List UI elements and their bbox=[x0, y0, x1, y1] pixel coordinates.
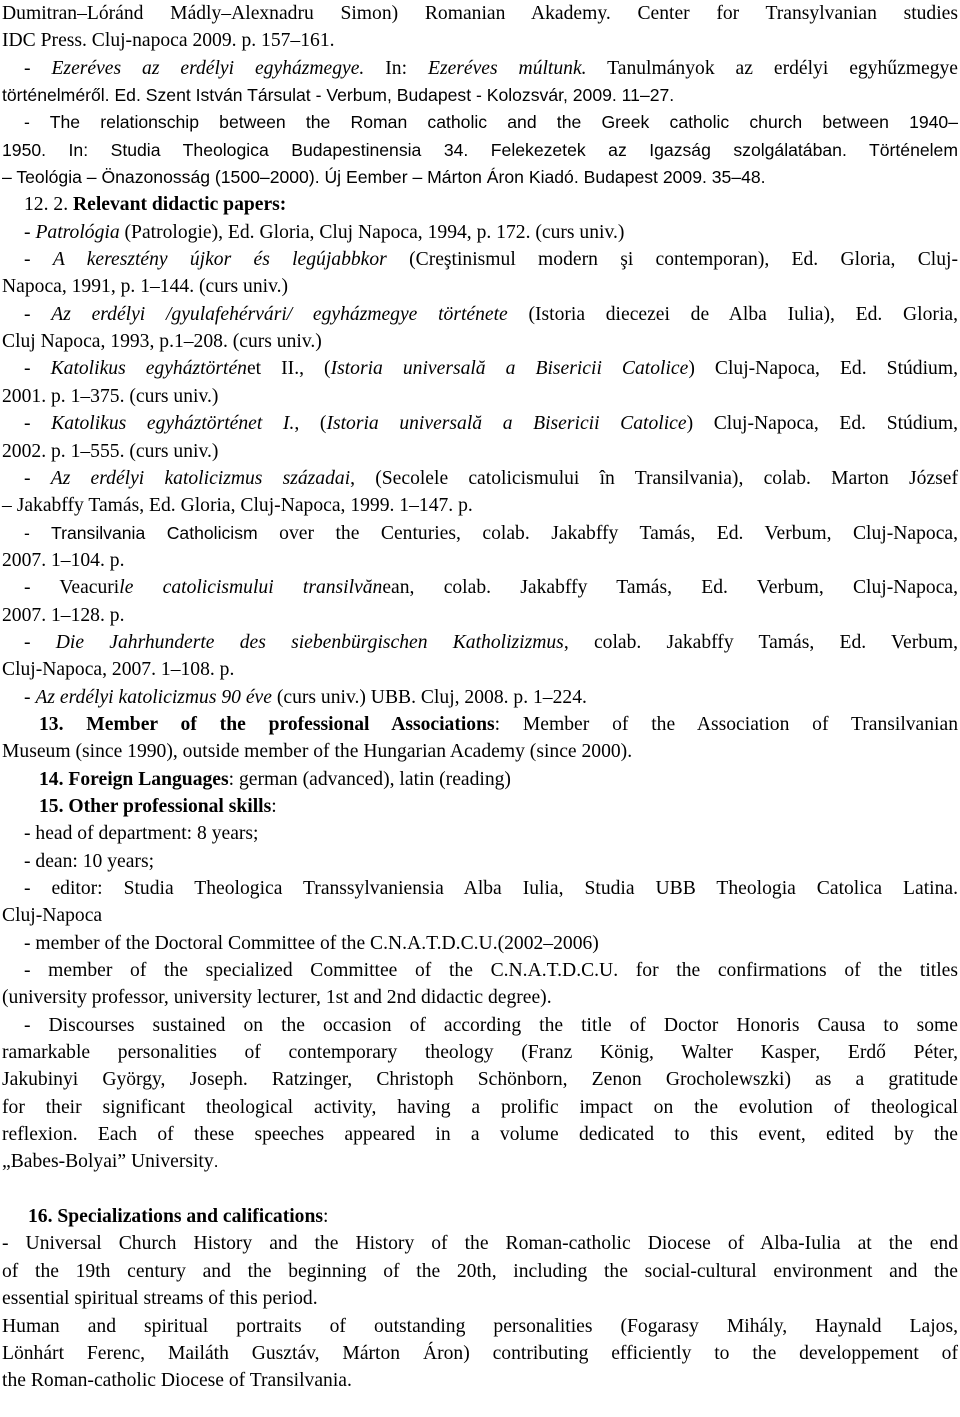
blank-line bbox=[2, 1176, 958, 1203]
text-line bbox=[2, 109, 958, 136]
text-run: . bbox=[213, 1151, 219, 1172]
text-line bbox=[2, 793, 958, 820]
text-run: : german (advanced), latin (reading) bbox=[228, 768, 511, 790]
italic-text: Katolikus egyháztörtén bbox=[50, 358, 247, 380]
text-line bbox=[2, 820, 958, 847]
text-run: : bbox=[271, 795, 277, 817]
text-run: Museum (since 1990), outside member of the Hungarian Academy (since 2000). bbox=[2, 741, 633, 763]
bold-text: 13. Member of the professional Associations bbox=[39, 713, 495, 735]
text-run: , (Secolele catolicismului în Transilvania), colab. Marton József bbox=[350, 467, 958, 489]
text-line bbox=[2, 984, 958, 1011]
text-line bbox=[2, 574, 958, 601]
text-line bbox=[2, 191, 958, 218]
text-line bbox=[2, 1148, 958, 1175]
text-line bbox=[2, 738, 958, 765]
text-run: , ( bbox=[294, 413, 327, 435]
text-line bbox=[2, 547, 958, 574]
text-line bbox=[2, 1340, 958, 1367]
text-run: - The relationschip between the Roman catholic and the Greek catholic church between 1940– bbox=[24, 112, 958, 133]
text-run: ) Cluj-Napoca, Ed. Stúdium, bbox=[688, 358, 958, 380]
text-run: - Veacuri bbox=[24, 577, 120, 599]
text-line bbox=[2, 355, 958, 382]
text-line bbox=[2, 1203, 958, 1230]
text-run: 2007. 1–104. p. bbox=[2, 549, 125, 571]
text-line bbox=[2, 0, 958, 27]
text-run: (Patrologie), Ed. Gloria, Cluj Napoca, 1994, p. 172. (curs univ.) bbox=[119, 221, 625, 243]
text-run: - Transilvania Catholicism bbox=[24, 522, 258, 543]
text-run: - head of department: 8 years; bbox=[24, 823, 259, 845]
text-run: Cluj-Napoca, 2007. 1–108. p. bbox=[2, 659, 235, 681]
bold-text: Relevant didactic papers: bbox=[72, 194, 287, 216]
text-run: (university professor, university lecturer, 1st and 2nd didactic degree). bbox=[2, 987, 552, 1009]
text-run: (Creştinismul modern şi contemporan), Ed. Gloria, Cluj- bbox=[386, 249, 958, 271]
text-run: (Istoria diecezei de Alba Iulia), Ed. Gloria, bbox=[507, 303, 958, 325]
italic-text: Ezeréves múltunk. bbox=[427, 57, 587, 79]
text-run: - bbox=[24, 358, 51, 380]
text-run: - member of the Doctoral Committee of the C.N.A.T.D.C.U.(2002–2006) bbox=[24, 932, 599, 954]
text-run: the Roman-catholic Diocese of Transilvania. bbox=[2, 1370, 352, 1392]
text-run: - Universal Church History and the History of the Roman-catholic Diocese of Alba-Iulia at the end bbox=[2, 1233, 958, 1255]
text-line bbox=[2, 520, 958, 547]
text-run: : bbox=[323, 1206, 329, 1228]
text-run: for their significant theological activity, having a prolific impact on the evolution of theological bbox=[2, 1096, 958, 1118]
text-line bbox=[2, 1367, 958, 1394]
text-line bbox=[2, 629, 958, 656]
text-line bbox=[2, 1285, 958, 1312]
text-run: 1950. In: Studia Theologica Budapestinensia 34. Felekezetek az Igazság szolgálatában. Történelem bbox=[2, 139, 958, 160]
text-line bbox=[2, 1094, 958, 1121]
text-run: ) Cluj-Napoca, Ed. Stúdium, bbox=[686, 413, 959, 435]
text-run: - bbox=[24, 57, 52, 79]
text-line bbox=[2, 328, 958, 355]
text-run: 2007. 1–128. p. bbox=[2, 604, 125, 626]
text-line bbox=[2, 684, 958, 711]
italic-text: Istoria universală a Bisericii Catolice bbox=[326, 413, 687, 435]
italic-text: Az erdélyi /gyulafehérvári/ egyházmegye története bbox=[51, 303, 508, 325]
text-run: Cluj-Napoca bbox=[2, 905, 103, 927]
text-run: (curs univ.) UBB. Cluj, 2008. p. 1–224. bbox=[271, 686, 587, 708]
text-run: - dean: 10 years; bbox=[24, 850, 155, 872]
italic-text: Ezeréves az erdélyi egyházmegye. bbox=[51, 57, 365, 79]
text-run: 12. 2. bbox=[24, 194, 73, 216]
text-run: : Member of the Association of Transilvanian bbox=[494, 713, 958, 735]
text-run: 2002. p. 1–555. (curs univ.) bbox=[2, 440, 219, 462]
text-run: - bbox=[24, 303, 52, 325]
text-line bbox=[2, 1066, 958, 1093]
text-run: Dumitran–Lóránd Mádly–Alexnadru Simon) Romanian Akademy. Center for Transylvanian studies bbox=[2, 3, 958, 24]
italic-text: Istoria universală a Bisericii Catolice bbox=[330, 358, 689, 380]
text-line bbox=[2, 1230, 958, 1257]
text-line bbox=[2, 137, 958, 164]
text-run: over the Centuries, colab. Jakabffy Tamás, Ed. Verbum, Cluj-Napoca, bbox=[257, 522, 958, 544]
text-line bbox=[2, 1012, 958, 1039]
italic-text: Katolikus egyháztörténet I. bbox=[51, 413, 295, 435]
text-run: Lönhárt Ferenc, Mailáth Gusztáv, Márton Áron) contributing efficiently to the developpement of bbox=[2, 1342, 958, 1364]
text-line bbox=[2, 1121, 958, 1148]
text-run: - Discourses sustained on the occasion of according the title of Doctor Honoris Causa to some bbox=[24, 1014, 958, 1036]
italic-text: Az erdélyi katolicizmus századai bbox=[50, 467, 351, 489]
text-line bbox=[2, 27, 958, 54]
bold-text: 15. Other professional skills bbox=[39, 795, 272, 817]
text-line bbox=[2, 82, 958, 109]
text-run: - bbox=[24, 631, 56, 653]
text-run: , colab. Jakabffy Tamás, Ed. Verbum, bbox=[563, 631, 958, 653]
text-run: – Teológia – Önazonosság (1500–2000). Új Eember – Márton Áron Kiadó. Budapest 2009. 35–48. bbox=[2, 167, 766, 188]
text-run: „Babes-Bolyai” University bbox=[2, 1151, 214, 1173]
italic-text: Patrológia bbox=[35, 221, 120, 243]
text-run: - bbox=[24, 221, 36, 243]
text-run: of the 19th century and the beginning of the 20th, including the social-cultural environment and the bbox=[2, 1260, 958, 1282]
text-run: 2001. p. 1–375. (curs univ.) bbox=[2, 385, 219, 407]
text-run: Napoca, 1991, p. 1–144. (curs univ.) bbox=[2, 276, 289, 298]
text-run: IDC Press. Cluj-napoca 2009. p. 157–161. bbox=[2, 30, 335, 52]
text-run: - bbox=[24, 413, 52, 435]
text-line bbox=[2, 410, 958, 437]
text-line bbox=[2, 492, 958, 519]
text-run: Tanulmányok az erdélyi egyhűzmegye bbox=[586, 57, 959, 79]
text-line bbox=[2, 219, 958, 246]
text-line bbox=[2, 1258, 958, 1285]
text-line bbox=[2, 273, 958, 300]
text-line bbox=[2, 246, 958, 273]
text-run: essential spiritual streams of this period. bbox=[2, 1288, 318, 1310]
italic-text: le catolicismului transilvăn bbox=[119, 577, 383, 599]
text-line bbox=[2, 930, 958, 957]
text-run: történelméről. Ed. Szent István Társulat - Verbum, Budapest - Kolozsvár, 2009. 11–27. bbox=[2, 85, 675, 106]
text-run: ramarkable personalities of contemporary theology (Franz König, Walter Kasper, Erdő Péter, bbox=[2, 1042, 958, 1064]
text-line bbox=[2, 875, 958, 902]
text-line bbox=[2, 711, 958, 738]
text-run: - editor: Studia Theologica Transsylvaniensia Alba Iulia, Studia UBB Theologia Catolica Latina. bbox=[24, 878, 958, 899]
text-run: – Jakabffy Tamás, Ed. Gloria, Cluj-Napoca, 1999. 1–147. p. bbox=[2, 495, 473, 517]
text-line bbox=[2, 438, 958, 465]
text-line bbox=[2, 766, 958, 793]
text-run: ean, colab. Jakabffy Tamás, Ed. Verbum, Cluj-Napoca, bbox=[382, 577, 958, 599]
text-run: - bbox=[24, 467, 51, 489]
text-run: - bbox=[24, 686, 36, 708]
text-line bbox=[2, 383, 958, 410]
text-line bbox=[2, 1039, 958, 1066]
text-line bbox=[2, 848, 958, 875]
text-run: et II., ( bbox=[246, 358, 331, 380]
bold-text: 16. Specializations and califications bbox=[28, 1206, 324, 1228]
text-run: Cluj Napoca, 1993, p.1–208. (curs univ.) bbox=[2, 331, 322, 353]
italic-text: A keresztény újkor és legújabbkor bbox=[52, 249, 387, 271]
text-run: Jakubinyi György, Joseph. Ratzinger, Christoph Schönborn, Zenon Grocholewszki) as a gratitude bbox=[2, 1069, 958, 1091]
text-run: Human and spiritual portraits of outstanding personalities (Fogarasy Mihály, Haynald Lajos, bbox=[2, 1315, 958, 1337]
text-run: In: bbox=[364, 57, 428, 79]
text-line bbox=[2, 55, 958, 82]
text-line bbox=[2, 164, 958, 191]
text-line bbox=[2, 957, 958, 984]
text-run: - bbox=[24, 249, 53, 271]
italic-text: Die Jahrhunderte des siebenbürgischen Katholizizmus bbox=[55, 631, 564, 653]
text-run: reflexion. Each of these speeches appeared in a volume dedicated to this event, edited by the bbox=[2, 1124, 958, 1146]
text-line bbox=[2, 465, 958, 492]
bold-text: 14. Foreign Languages bbox=[39, 768, 229, 790]
italic-text: Az erdélyi katolicizmus 90 éve bbox=[35, 686, 272, 708]
text-line bbox=[2, 656, 958, 683]
text-line bbox=[2, 1313, 958, 1340]
text-line bbox=[2, 902, 958, 929]
text-line bbox=[2, 602, 958, 629]
text-run: - member of the specialized Committee of the C.N.A.T.D.C.U. for the confirmations of the titles bbox=[24, 960, 958, 982]
text-line bbox=[2, 301, 958, 328]
